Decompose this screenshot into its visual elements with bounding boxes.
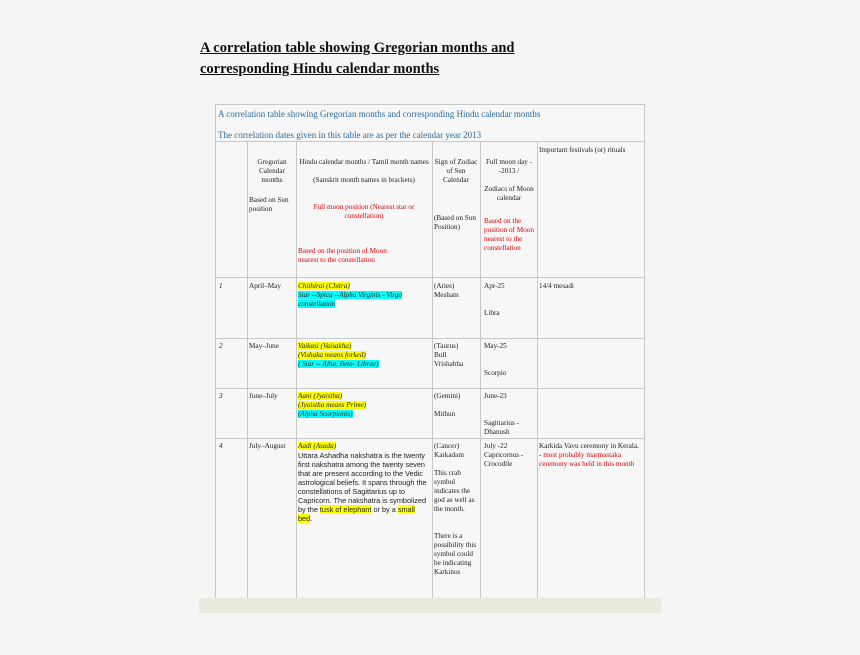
row-4-number: 4	[219, 442, 223, 450]
correlation-table	[215, 104, 645, 600]
header-gregorian-sub: Based on Sun position	[249, 196, 289, 213]
row-1-fullmoon-date: Apr-25	[484, 282, 505, 290]
row-3-hindu: Aani (Jyaistha) (Jyaistha means Prime) (Alpha Scorpionis)	[298, 392, 367, 418]
row-divider	[216, 277, 644, 278]
row-2-number: 2	[219, 342, 223, 350]
header-zodiac-sub: (Based on Sun Position)	[434, 214, 476, 231]
header-fullmoon-red: Based on the position of Moon nearest to the constellation	[484, 217, 534, 252]
header-gregorian: Gregorian Calendar months	[257, 158, 287, 184]
row-4-hindu: Aadi (Asada) Uttara Ashadha nakshatra is the twenty first nakshatra among the twenty seven that are present according to the Vedic astrological beliefs. It spans through the constellations of Sagittarius up to Capricorn. The nakshatra is symbolized by the tusk of elephant or by a small bed.	[298, 442, 431, 523]
col-divider	[480, 141, 481, 599]
row-4-fullmoon: July -22 Capricornus - Crocodile	[484, 442, 524, 468]
header-hindu-red: Based on the position of Moon nearest to the constellation	[298, 247, 387, 264]
col-divider	[432, 141, 433, 599]
page-title-line-1: A correlation table showing Gregorian months and	[200, 40, 515, 56]
col-divider	[296, 141, 297, 599]
header-festivals: Important festivals (or) rituals	[539, 146, 626, 154]
row-4-hindu-description: Uttara Ashadha nakshatra is the twenty first nakshatra among the twenty seven that are present according to the Vedic astrological beliefs. It spans through the constellations of Sagittarius up to Capricorn. The nakshatra is symbolized by the tusk of elephant or by a small bed.	[298, 451, 427, 523]
header-hindu: Hindu calendar months / Tamil month names (Sanskrit month names in brackets) Full moon position (Nearest star or constellation)	[299, 158, 429, 220]
row-divider	[216, 388, 644, 389]
row-divider	[216, 338, 644, 339]
row-1-zodiac: (Aries) Mesham	[434, 282, 459, 299]
row-4-zodiac: (Cancer) Karkadam This crab symbol indicates the god as well as the month. There is a possibility this symbol could be indicating Karkinos	[434, 442, 477, 576]
row-3-fullmoon-date: June-23	[484, 392, 507, 400]
row-1-hindu: Chithirai (Chitra) Star --Spica --Alpha Virginis - Virgo constellation	[298, 282, 403, 308]
row-1-gregorian: April–May	[249, 282, 281, 290]
page-title-line-2: corresponding Hindu calendar months	[200, 61, 440, 77]
header-zodiac: Sign of Zodiac of Sun Calendar	[434, 158, 478, 184]
col-divider	[247, 141, 248, 599]
row-2-zodiac: (Taurus) Bull Vrishabha	[434, 342, 464, 368]
table-note: The correlation dates given in this table are as per the calendar year 2013	[218, 130, 482, 140]
row-1-fullmoon-sign: Libra	[484, 309, 500, 317]
table-border-top	[216, 141, 644, 142]
row-3-zodiac: (Gemini) Mithun	[434, 392, 461, 418]
row-2-fullmoon-sign: Scorpio	[484, 369, 507, 377]
row-1-festival: 14/4 mesadi	[539, 282, 574, 290]
header-fullmoon: Full moon day --2013 / Zodiacs of Moon calendar	[484, 158, 534, 202]
row-1-number: 1	[219, 282, 223, 290]
table-caption: A correlation table showing Gregorian months and corresponding Hindu calendar months	[218, 109, 541, 119]
row-4-gregorian: July–August	[249, 442, 286, 450]
page-title	[200, 38, 620, 80]
row-divider	[216, 438, 644, 439]
col-divider	[537, 141, 538, 599]
row-2-gregorian: May–June	[249, 342, 279, 350]
row-3-number: 3	[219, 392, 223, 400]
row-4-festival: Karkida Vavu ceremony in Kerala. - most probably marmastaka ceremony was held in this month	[539, 442, 639, 468]
row-2-fullmoon-date: May-25	[484, 342, 507, 350]
row-3-gregorian: June–July	[249, 392, 278, 400]
footer-band	[199, 598, 661, 613]
row-3-fullmoon-sign: Sagittarius - Dhanush	[484, 419, 519, 436]
row-2-hindu: Vaikasi (Vaisakha) (Vishaka means forked) ( Star -- Alha, Beta- Librae)	[298, 342, 379, 368]
